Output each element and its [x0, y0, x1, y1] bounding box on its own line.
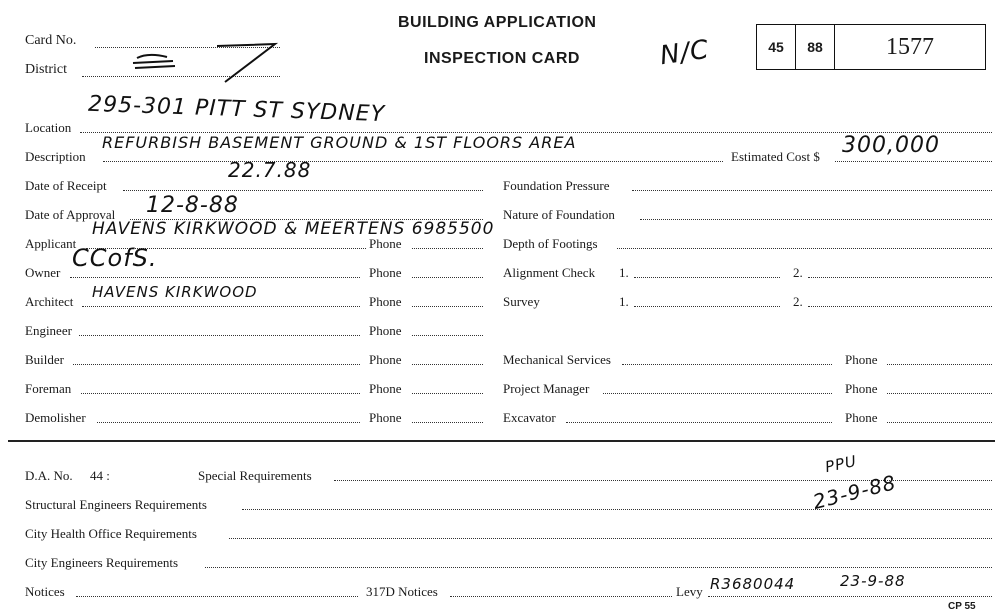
- survey-1-label: 1.: [619, 294, 629, 309]
- da-no-value: 44 :: [90, 468, 110, 483]
- engineer-label: Engineer: [25, 323, 72, 338]
- depth-of-footings-line: [617, 248, 992, 249]
- project-manager-phone-line: [887, 393, 992, 394]
- box-field-a: 45: [757, 25, 796, 69]
- applicant-label: Applicant: [25, 236, 77, 251]
- nature-of-foundation-line: [640, 219, 992, 220]
- project-manager-label: Project Manager: [503, 381, 590, 396]
- owner-phone-line: [412, 277, 483, 278]
- nature-of-foundation-label: Nature of Foundation: [503, 207, 615, 222]
- date-of-approval-label: Date of Approval: [25, 207, 116, 222]
- survey-2-label: 2.: [793, 294, 803, 309]
- demolisher-label: Demolisher: [25, 410, 86, 425]
- demolisher-phone-line: [412, 422, 483, 423]
- district-handwriting-mark: [125, 40, 285, 86]
- foundation-pressure-label: Foundation Pressure: [503, 178, 610, 193]
- date-of-receipt-label: Date of Receipt: [25, 178, 107, 193]
- alignment-check-2-label: 2.: [793, 265, 803, 280]
- district-label: District: [25, 62, 67, 77]
- alignment-check-1-label: 1.: [619, 265, 629, 280]
- foreman-line: [81, 393, 360, 394]
- special-requirements-label: Special Requirements: [198, 468, 312, 483]
- city-health-line: [229, 538, 992, 539]
- title-line-2: INSPECTION CARD: [424, 50, 580, 67]
- special-requirements-value: PPU: [823, 451, 859, 477]
- notices-317d-label: 317D Notices: [366, 584, 438, 599]
- owner-phone-label: Phone: [369, 265, 402, 280]
- mechanical-services-phone-label: Phone: [845, 352, 878, 367]
- date-of-receipt-value: 22.7.88: [228, 158, 312, 182]
- mechanical-services-line: [622, 364, 832, 365]
- card-no-label: Card No.: [25, 33, 77, 48]
- notices-317d-line: [450, 596, 672, 597]
- notices-line: [76, 596, 358, 597]
- architect-value: HAVENS KIRKWOOD: [92, 283, 258, 301]
- builder-label: Builder: [25, 352, 64, 367]
- alignment-check-label: Alignment Check: [503, 265, 596, 280]
- builder-phone-line: [412, 364, 483, 365]
- architect-phone-line: [412, 306, 483, 307]
- foundation-pressure-line: [632, 190, 992, 191]
- levy-label: Levy: [676, 584, 703, 599]
- builder-line: [73, 364, 360, 365]
- engineer-phone-label: Phone: [369, 323, 402, 338]
- levy-line: [708, 596, 992, 597]
- form-code: CP 55: [948, 601, 976, 612]
- demolisher-phone-label: Phone: [369, 410, 402, 425]
- structural-engineers-line: [242, 509, 992, 510]
- city-health-label: City Health Office Requirements: [25, 526, 197, 541]
- estimated-cost-line: [835, 161, 992, 162]
- description-line: [103, 161, 723, 162]
- date-of-receipt-line: [123, 190, 483, 191]
- location-value: 295-301 PITT ST SYDNEY: [87, 91, 386, 128]
- mechanical-services-label: Mechanical Services: [503, 352, 611, 367]
- city-engineers-label: City Engineers Requirements: [25, 555, 179, 570]
- foreman-phone-label: Phone: [369, 381, 402, 396]
- structural-engineers-value: 23-9-88: [810, 470, 899, 514]
- estimated-cost-label: Estimated Cost $: [731, 149, 820, 164]
- demolisher-line: [97, 422, 360, 423]
- architect-label: Architect: [25, 294, 74, 309]
- survey-1-line: [634, 306, 780, 307]
- date-of-approval-value: 12-8-88: [146, 193, 239, 218]
- owner-line: [70, 277, 360, 278]
- engineer-line: [79, 335, 360, 336]
- depth-of-footings-label: Depth of Footings: [503, 236, 598, 251]
- estimated-cost-value: 300,000: [842, 133, 940, 158]
- survey-2-line: [808, 306, 992, 307]
- title-line-1: BUILDING APPLICATION: [398, 14, 597, 31]
- builder-phone-label: Phone: [369, 352, 402, 367]
- nc-mark: N/C: [658, 34, 712, 72]
- card-number-box: [756, 24, 986, 70]
- applicant-phone-line: [412, 248, 483, 249]
- description-label: Description: [25, 149, 86, 164]
- location-label: Location: [25, 120, 72, 135]
- section-divider: [8, 440, 995, 442]
- excavator-phone-line: [887, 422, 992, 423]
- foreman-label: Foreman: [25, 381, 72, 396]
- da-no-label: D.A. No.: [25, 468, 73, 483]
- foreman-phone-line: [412, 393, 483, 394]
- alignment-check-1-line: [634, 277, 780, 278]
- excavator-label: Excavator: [503, 410, 556, 425]
- owner-value: CCofS.: [72, 244, 158, 272]
- project-manager-phone-label: Phone: [845, 381, 878, 396]
- city-engineers-line: [205, 567, 992, 568]
- structural-engineers-label: Structural Engineers Requirements: [25, 497, 207, 512]
- owner-label: Owner: [25, 265, 61, 280]
- engineer-phone-line: [412, 335, 483, 336]
- mechanical-services-phone-line: [887, 364, 992, 365]
- excavator-line: [566, 422, 832, 423]
- excavator-phone-label: Phone: [845, 410, 878, 425]
- box-field-b: 88: [796, 25, 835, 69]
- alignment-check-2-line: [808, 277, 992, 278]
- survey-label: Survey: [503, 294, 540, 309]
- description-value: REFURBISH BASEMENT GROUND & 1ST FLOORS AREA: [102, 133, 577, 152]
- levy-date: 23-9-88: [840, 572, 906, 590]
- notices-label: Notices: [25, 584, 65, 599]
- box-card-number: 1577: [886, 33, 934, 60]
- architect-phone-label: Phone: [369, 294, 402, 309]
- applicant-value: HAVENS KIRKWOOD & MEERTENS 6985500: [92, 219, 495, 239]
- applicant-phone-label: Phone: [369, 236, 402, 251]
- project-manager-line: [603, 393, 832, 394]
- levy-value: R3680044: [710, 575, 796, 593]
- architect-line: [82, 306, 360, 307]
